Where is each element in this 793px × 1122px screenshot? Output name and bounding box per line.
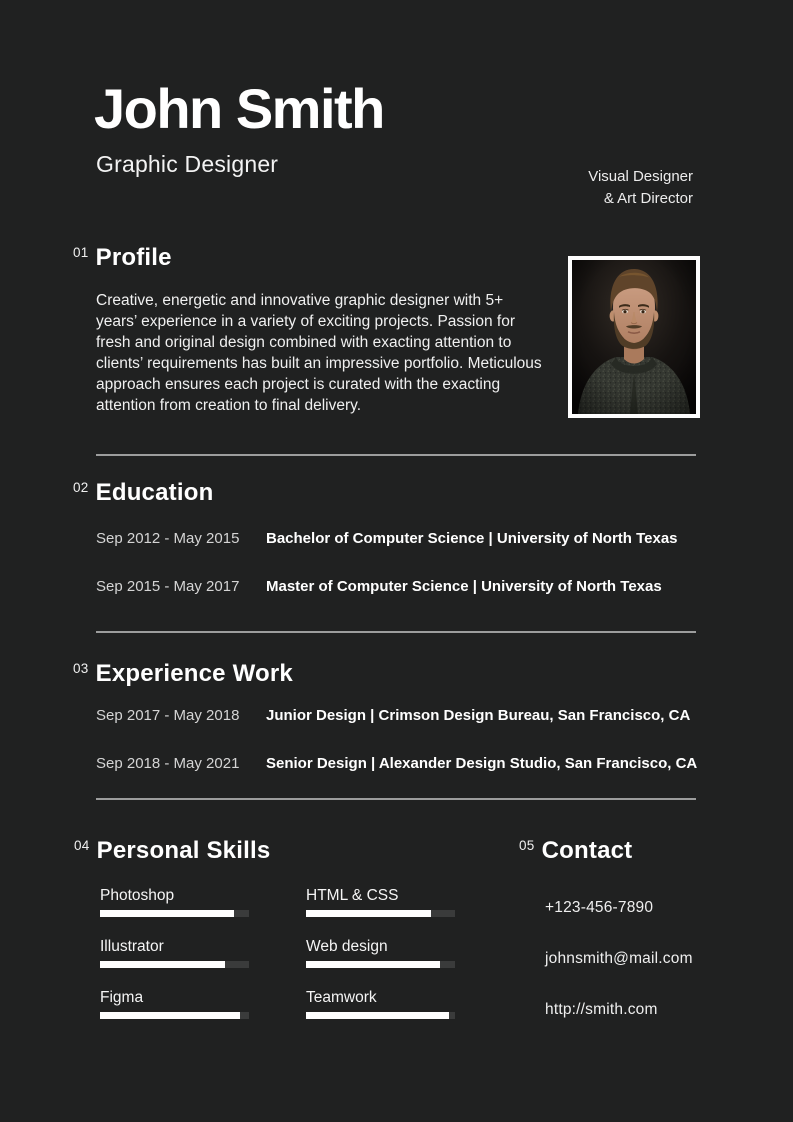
timeline-description: Senior Design | Alexander Design Studio, San Francisco, CA <box>266 755 698 772</box>
section-number: 05 <box>519 838 535 853</box>
section-title: Education <box>95 479 214 506</box>
skill-progress-fill <box>306 1012 449 1019</box>
section-divider <box>96 631 696 633</box>
section-title: Contact <box>541 837 633 864</box>
skill-progress-bar <box>100 1012 249 1019</box>
timeline-description: Master of Computer Science | University of North Texas <box>266 578 662 595</box>
skill-label: Illustrator <box>100 938 164 955</box>
skill-item <box>100 887 250 917</box>
timeline-description: Bachelor of Computer Science | University of North Texas <box>266 530 678 547</box>
timeline-row <box>96 578 678 596</box>
timeline-dates: Sep 2012 - May 2015 <box>96 530 240 547</box>
portrait-photo-svg <box>572 260 696 414</box>
profile-section-heading <box>73 246 172 270</box>
skill-progress-fill <box>306 910 431 917</box>
skill-progress-fill <box>306 961 440 968</box>
skill-progress-bar <box>100 910 249 917</box>
tagline <box>588 166 693 209</box>
skill-item <box>100 989 250 1019</box>
section-number: 04 <box>74 838 90 853</box>
timeline-dates: Sep 2017 - May 2018 <box>96 707 240 724</box>
timeline-dates: Sep 2015 - May 2017 <box>96 578 240 595</box>
person-name: John Smith <box>94 77 384 140</box>
skill-item <box>306 989 456 1019</box>
skill-progress-fill <box>100 1012 240 1019</box>
section-title: Experience Work <box>95 660 293 687</box>
timeline-row <box>96 530 678 548</box>
section-number: 03 <box>73 661 89 676</box>
section-title: Personal Skills <box>96 837 271 864</box>
education-section-heading <box>73 481 213 505</box>
timeline-row <box>96 755 697 773</box>
timeline-dates: Sep 2018 - May 2021 <box>96 755 240 772</box>
skill-item <box>306 938 456 968</box>
skill-label: Figma <box>100 989 144 1006</box>
section-divider <box>96 798 696 800</box>
skill-label: HTML & CSS <box>306 887 399 904</box>
skill-label: Web design <box>306 938 388 955</box>
profile-text: Creative, energetic and innovative graphic designer with 5+ years’ experience in a variety of exciting projects. Passion for fresh and original design combined with exacting attention to clients’ requirements has built an impressive portfolio. Meticulous approach ensures each project is curated with the exacting attention from creation to final delivery. <box>96 292 542 414</box>
timeline-row <box>96 707 697 725</box>
contact-item: http://smith.com <box>545 1001 658 1018</box>
experience-list <box>96 707 697 803</box>
section-number: 02 <box>73 480 89 495</box>
skill-label: Teamwork <box>306 989 377 1006</box>
contact-item: johnsmith@mail.com <box>545 950 693 967</box>
contact-section-heading <box>519 839 632 863</box>
skill-item <box>306 887 456 917</box>
person-job-title: Graphic Designer <box>96 151 279 177</box>
skills-column <box>100 887 250 1040</box>
skill-progress-bar <box>306 910 455 917</box>
contact-list <box>545 899 693 1052</box>
experience-section-heading <box>73 662 293 686</box>
skill-progress-bar <box>306 961 455 968</box>
skill-label: Photoshop <box>100 887 175 904</box>
timeline-description: Junior Design | Crimson Design Bureau, San Francisco, CA <box>266 707 691 724</box>
tagline-line-1: Visual Designer <box>588 168 693 185</box>
skills-section-heading <box>74 839 270 863</box>
tagline-line-2: & Art Director <box>603 189 693 207</box>
skill-progress-bar <box>306 1012 455 1019</box>
skill-progress-fill <box>100 910 234 917</box>
skill-progress-bar <box>100 961 249 968</box>
section-number: 01 <box>73 245 89 260</box>
section-divider <box>96 454 696 456</box>
skills-column <box>306 887 456 1040</box>
contact-item: +123-456-7890 <box>545 899 654 916</box>
profile-photo <box>568 256 700 418</box>
skill-progress-fill <box>100 961 225 968</box>
skill-item <box>100 938 250 968</box>
education-list <box>96 530 678 626</box>
section-title: Profile <box>95 244 172 271</box>
